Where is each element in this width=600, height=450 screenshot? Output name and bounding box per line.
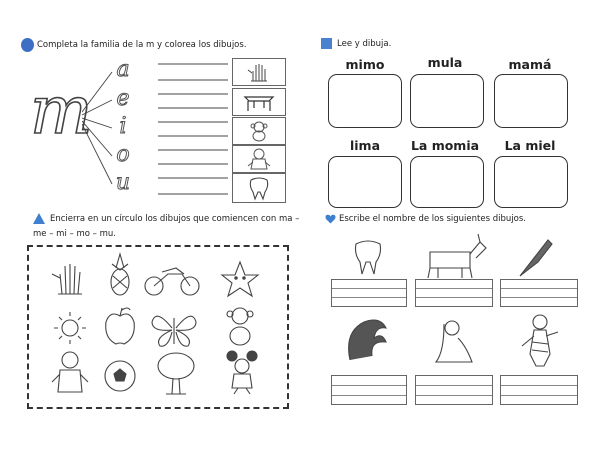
picture-cell-table	[232, 88, 286, 116]
motorcycle-icon	[145, 268, 199, 295]
vowel-i: i	[119, 114, 127, 139]
mouse-icon	[227, 351, 257, 394]
circle-pictures-grid	[30, 248, 282, 403]
picture-cell-hand	[232, 58, 286, 86]
word-mula: mula	[427, 55, 463, 70]
draw-box-la-momia[interactable]	[410, 156, 484, 208]
section-3-bullet-triangle	[33, 213, 45, 224]
vowel-o: o	[116, 142, 130, 167]
mummy-icon	[522, 315, 558, 366]
hand-icon	[52, 264, 82, 294]
pineapple-icon	[111, 254, 129, 295]
word-mimo: mimo	[345, 57, 385, 72]
draw-box-mama[interactable]	[494, 74, 568, 128]
section-1-instruction: Completa la familia de la m y colorea los dibujos.	[37, 40, 247, 50]
word-la-momia: La momia	[410, 138, 480, 153]
apple-icon	[106, 308, 135, 344]
section-3-instruction-line-1: Encierra en un círculo los dibujos que comiencen con ma –	[50, 214, 300, 224]
ball-icon	[105, 361, 135, 391]
monkey-icon	[233, 118, 285, 144]
section-4-instruction: Escribe el nombre de los siguientes dibujos.	[339, 214, 526, 224]
vowel-u: u	[115, 170, 131, 195]
answer-lines-tooth[interactable]	[331, 279, 407, 307]
tree-icon	[158, 353, 194, 394]
picture-cell-tooth	[232, 173, 286, 203]
tooth-icon	[356, 241, 381, 274]
sun-icon	[54, 312, 86, 344]
hand-icon	[233, 59, 285, 85]
draw-box-la-miel[interactable]	[494, 156, 568, 208]
answer-lines-knife[interactable]	[500, 279, 578, 307]
section-2-bullet-square	[321, 38, 332, 49]
doll-icon	[52, 352, 88, 392]
vowel-e: e	[116, 86, 130, 111]
vowel-a: a	[116, 57, 130, 82]
picture-cell-monkey	[232, 117, 286, 145]
doll-icon	[233, 146, 285, 172]
answer-lines-mummy[interactable]	[500, 375, 578, 405]
tooth-icon	[233, 174, 285, 202]
draw-box-lima[interactable]	[328, 156, 402, 208]
wave-icon	[349, 320, 386, 360]
word-lima: lima	[349, 138, 381, 153]
section-1-bullet-circle	[21, 38, 34, 52]
picture-cell-doll	[232, 145, 286, 173]
draw-box-mula[interactable]	[410, 74, 484, 128]
section-2-instruction: Lee y dibuja.	[337, 39, 392, 49]
big-letter-m: m	[30, 72, 93, 149]
mule-icon	[428, 234, 486, 278]
mother-icon	[436, 321, 472, 362]
section-3-instruction-line-2: me – mi – mo – mu.	[33, 229, 116, 239]
table-icon	[233, 89, 285, 115]
butterfly-icon	[152, 316, 196, 346]
answer-lines-mother[interactable]	[415, 375, 493, 405]
monkey-icon	[227, 308, 253, 345]
answer-lines-mule[interactable]	[415, 279, 493, 307]
word-mama: mamá	[508, 57, 552, 72]
answer-lines-wave[interactable]	[331, 375, 407, 405]
section-4-bullet-heart	[325, 214, 336, 224]
draw-box-mimo[interactable]	[328, 74, 402, 128]
star-icon	[222, 262, 258, 296]
knife-icon	[520, 240, 552, 276]
word-la-miel: La miel	[504, 138, 556, 153]
